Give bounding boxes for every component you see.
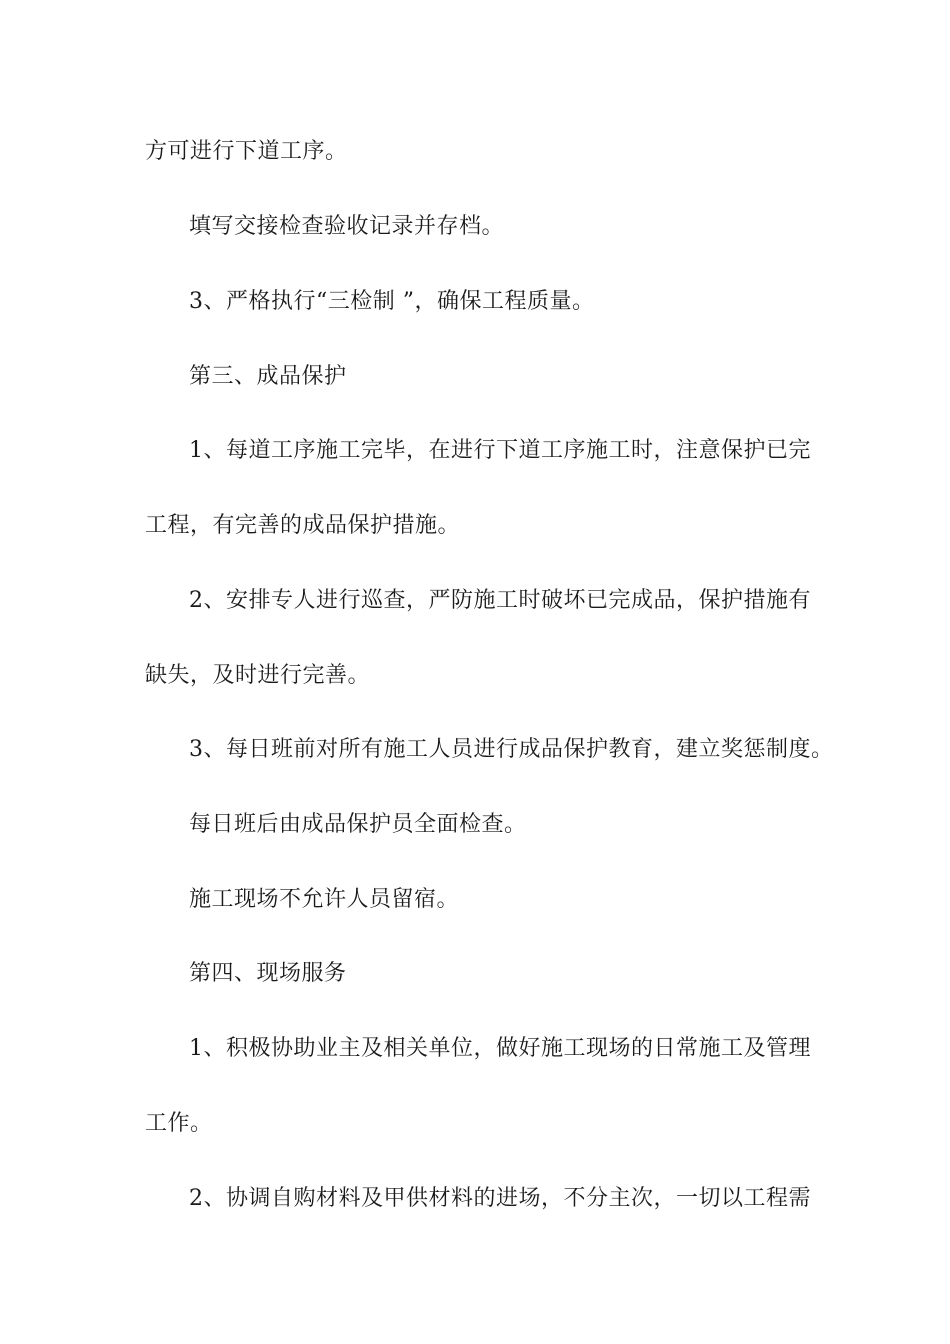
section-heading: 第三、成品保护: [189, 364, 347, 389]
text-line: 3、每日班前对所有施工人员进行成品保护教育，建立奖惩制度。: [189, 737, 834, 762]
text-line: 缺失，及时进行完善。: [145, 663, 371, 688]
text-line: 工程，有完善的成品保护措施。: [145, 513, 461, 538]
text-line: 3、严格执行“三检制 ”，确保工程质量。: [189, 289, 595, 314]
section-heading: 第四、现场服务: [189, 961, 347, 986]
text-line: 1、每道工序施工完毕，在进行下道工序施工时，注意保护已完: [189, 438, 811, 463]
text-line: 每日班后由成品保护员全面检查。: [189, 812, 527, 837]
text-line: 填写交接检查验收记录并存档。: [189, 214, 505, 239]
text-line: 方可进行下道工序。: [145, 139, 348, 164]
text-line: 1、积极协助业主及相关单位，做好施工现场的日常施工及管理: [189, 1036, 811, 1061]
text-line: 工作。: [145, 1111, 213, 1136]
text-line: 2、协调自购材料及甲供材料的进场，不分主次，一切以工程需: [189, 1186, 811, 1211]
text-line: 2、安排专人进行巡查，严防施工时破坏已完成品，保护措施有: [189, 588, 811, 613]
text-line: 施工现场不允许人员留宿。: [189, 887, 460, 912]
